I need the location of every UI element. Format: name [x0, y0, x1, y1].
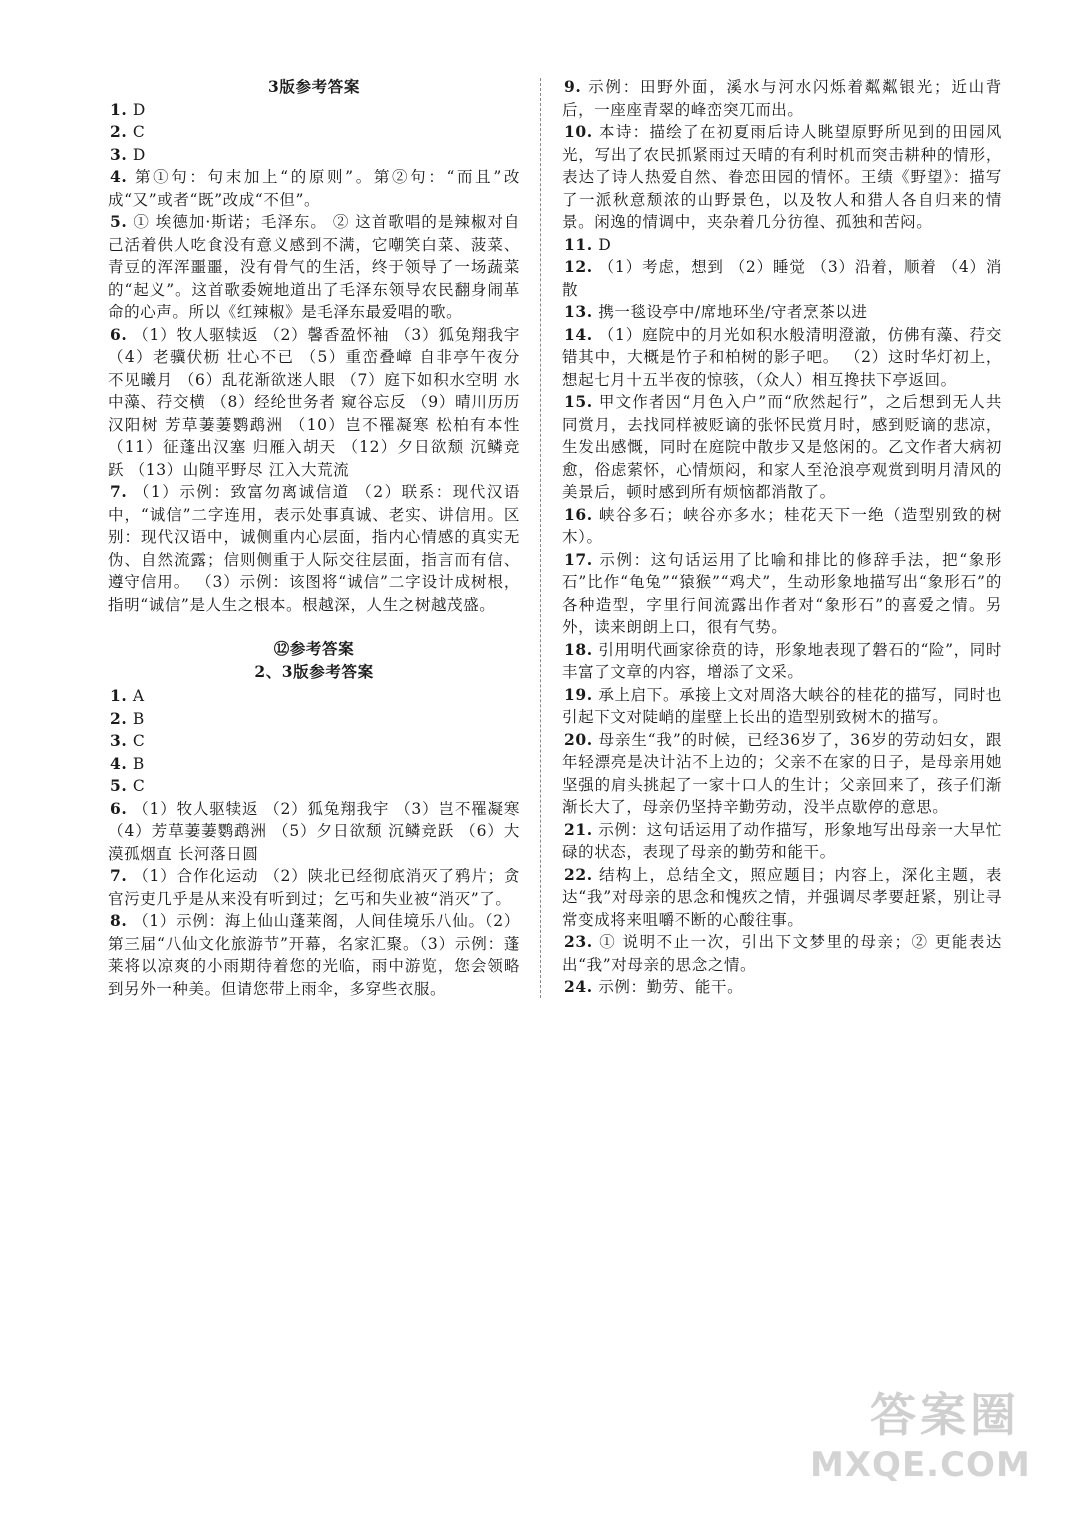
- answer-text: 引用明代画家徐贲的诗，形象地表现了磐石的“险”，同时丰富了文章的内容，增添了文采。: [562, 640, 1003, 681]
- answer-item: [108, 865, 520, 910]
- answer-text: D: [132, 100, 146, 119]
- answer-number: 21.: [564, 819, 593, 839]
- answer-item: [108, 99, 520, 122]
- answer-list: [108, 685, 520, 1000]
- answer-item: [562, 639, 1002, 684]
- answer-number: 9.: [564, 77, 582, 96]
- answer-number: 13.: [564, 302, 593, 321]
- answer-item: [108, 775, 520, 798]
- answer-number: 20.: [564, 729, 593, 749]
- answer-text: D: [132, 145, 146, 164]
- answer-text: 母亲生“我”的时候，已经36岁了，36岁的劳动妇女，跟年轻漂亮是决计沾不上边的；父亲不在家的日子，是母亲用她坚强的肩头挑起了一家十口人的生计；父亲回来了，孩子们渐渐长大了，母亲仍坚持辛勤劳动，没半点歇停的意思。: [562, 730, 1002, 816]
- answer-number: 10.: [564, 122, 593, 141]
- answer-text: 示例：田野外面，溪水与河水闪烁着粼粼银光；近山背后，一座座青翠的峰峦突兀而出。: [562, 78, 1003, 119]
- answer-text: （1）示例：海上仙山蓬莱阁，人间佳境乐八仙。（2）第三届“八仙文化旅游节”开幕，名家汇聚。（3）示例：蓬莱将以凉爽的小雨期待着您的光临，雨中游览，您会领略到另外一种美。但请您带上雨伞，多穿些衣服。: [108, 912, 520, 998]
- left-column: [108, 76, 520, 1000]
- answer-item: [562, 976, 1002, 999]
- answer-text: C: [132, 732, 146, 750]
- answer-text: （1）牧人驱犊返 （2）馨香盈怀袖 （3）狐兔翔我宇 （4）老骥伏枥 壮心不已 （5）重峦叠嶂 自非亭午夜分 不见曦月 （6）乱花渐欲迷人眼 （7）庭下如积水空明 水中藻、荇交横 （8）经纶世务者 窥谷忘反 （9）晴川历历汉阳树 芳草萋萋鹦鹉洲 （10）岂不罹凝寒 松柏有本性 （11）征蓬出汉塞 归雁入胡天 （12）夕日欲颓 沉鳞竞跃 （13）山随平野尽 江入大荒流: [108, 325, 520, 479]
- answer-item: [562, 931, 1002, 976]
- answer-item: [108, 211, 520, 324]
- answer-text: C: [132, 777, 146, 795]
- answer-item: [562, 684, 1002, 729]
- answer-text: C: [132, 123, 146, 141]
- answer-number: 17.: [564, 549, 593, 569]
- answer-text: ① 说明不止一次，引出下文梦里的母亲；② 更能表达出“我”对母亲的思念之情。: [562, 933, 1002, 974]
- answer-number: 19.: [564, 684, 593, 704]
- answer-text: 本诗：描绘了在初夏雨后诗人眺望原野所见到的田园风光，写出了农民抓紧雨过天晴的有利时机而突击耕种的情形，表达了诗人热爱自然、眷恋田园的情怀。王绩《野望》：描写了一派秋意颓浓的山野景色，以及牧人和猎人各自归来的情景。闲逸的情调中，夹杂着几分彷徨、孤独和苦闷。: [562, 123, 1002, 231]
- answer-number: 4.: [110, 167, 128, 186]
- answer-item: [562, 234, 1002, 257]
- answer-text: （1）示例：致富勿离诚信道 （2）联系：现代汉语中，“诚信”二字连用，表示处事真诚、老实、讲信用。区别：现代汉语中，诚侧重内心层面，指内心情感的真实无伪、自然流露；信则侧重于人际交往层面，指言而有信、遵守信用。 （3）示例：该图将“诚信”二字设计成树根，指明“诚信”是人生之根本。根越深，人生之树越茂盛。: [108, 483, 520, 614]
- answer-item: [562, 549, 1002, 639]
- answer-text: （1）牧人驱犊返 （2）狐兔翔我宇 （3）岂不罹凝寒 （4）芳草萋萋鹦鹉洲 （5）夕日欲颓 沉鳞竞跃 （6）大漠孤烟直 长河落日圆: [108, 799, 520, 863]
- answer-number: 22.: [564, 864, 593, 884]
- answer-number: 23.: [564, 932, 593, 951]
- section-title: ⑫参考答案: [273, 639, 355, 658]
- answer-text: 示例：这句话运用了动作描写，形象地写出母亲一大早忙碌的状态，表现了母亲的勤劳和能干。: [562, 820, 1002, 861]
- answer-text: 携一毯设亭中/席地环坐/守者烹茶以进: [598, 303, 868, 321]
- answer-text: 甲文作者因“月色入户”而“欣然起行”，之后想到无人共同赏月，去找同样被贬谪的张怀民赏月时，感到贬谪的悲凉，生发出感慨，同时在庭院中散步又是悠闲的。乙文作者大病初愈，俗虑萦怀，心情烦闷，和家人至沧浪亭观赏到明月清风的美景后，顿时感到所有烦恼都消散了。: [562, 393, 1002, 501]
- watermark-text: 答案圈: [870, 1388, 1020, 1442]
- answer-text: B: [132, 709, 145, 728]
- answer-item: [108, 324, 520, 482]
- answer-item: [108, 730, 520, 753]
- answer-number: 3.: [110, 731, 128, 750]
- section-subtitle: 2、3版参考答案: [254, 661, 374, 681]
- answer-item: [108, 708, 520, 731]
- answer-text: 结构上，总结全文，照应题目；内容上，深化主题，表达“我”对母亲的思念和愧疚之情，并强调尽孝要赶紧，别让寻常变成将来咀嚼不断的心酸往事。: [562, 865, 1002, 929]
- answer-item: [562, 76, 1002, 121]
- answer-number: 12.: [564, 257, 593, 276]
- answer-number: 2.: [110, 708, 128, 728]
- answer-number: 11.: [564, 234, 593, 254]
- answer-number: 6.: [110, 324, 128, 344]
- answer-item: [562, 324, 1002, 392]
- answer-number: 24.: [564, 977, 593, 996]
- answer-item: [562, 504, 1002, 549]
- answer-number: 2.: [110, 122, 128, 141]
- answer-number: 3.: [110, 144, 128, 164]
- answer-text: D: [598, 235, 612, 254]
- answer-item: [108, 753, 520, 776]
- answer-number: 16.: [564, 504, 593, 524]
- answer-number: 1.: [110, 99, 128, 119]
- answer-text: B: [132, 754, 145, 773]
- answer-item: [562, 256, 1002, 301]
- answer-text: 示例：勤劳、能干。: [598, 978, 744, 996]
- answer-text: A: [132, 687, 145, 705]
- answer-item: [562, 864, 1002, 932]
- answer-number: 5.: [110, 212, 128, 231]
- answer-text: 示例：这句话运用了比喻和排比的修辞手法，把“象形石”比作“龟兔”“猿猴”“鸡犬”，生动形象地描写出“象形石”的各种造型，字里行间流露出作者对“象形石”的喜爱之情。另外，读来朗朗上口，很有气势。: [562, 550, 1003, 636]
- answer-number: 4.: [110, 753, 128, 773]
- answer-text: ① 埃德加·斯诺；毛泽东。 ② 这首歌唱的是辣椒对自己活着供人吃食没有意义感到不满，它嘲笑白菜、菠菜、青豆的浑浑噩噩，没有骨气的生活，终于领导了一场蔬菜的“起义”。这首歌委婉地道出了毛泽东领导农民翻身闹革命的心声。所以《红辣椒》是毛泽东最爱唱的歌。: [108, 213, 521, 321]
- answer-text: 承上启下。承接上文对周洛大峡谷的桂花的描写，同时也引起下文对陡峭的崖壁上长出的造型别致树木的描写。: [562, 685, 1002, 726]
- answer-item: [108, 798, 520, 866]
- answer-text: （1）庭院中的月光如积水般清明澄澈，仿佛有藻、荇交错其中，大概是竹子和柏树的影子吧。 （2）这时华灯初上，想起七月十五半夜的惊骇，（众人）相互搀扶下亭返回。: [562, 325, 1002, 389]
- answer-item: [108, 166, 520, 211]
- column-divider: [540, 78, 541, 998]
- watermark-logo: [810, 1387, 1031, 1507]
- answer-item: [562, 121, 1002, 234]
- answer-number: 8.: [110, 911, 128, 930]
- answer-number: 18.: [564, 639, 593, 659]
- answer-number: 7.: [110, 482, 128, 501]
- answer-number: 1.: [110, 686, 128, 705]
- answer-item: [108, 121, 520, 144]
- watermark-url: MXQE.COM: [810, 1445, 1031, 1485]
- answer-item: [562, 729, 1002, 819]
- answer-number: 14.: [564, 324, 593, 344]
- answer-text: （1）考虑，想到 （2）睡觉 （3）沿着，顺着 （4）消散: [562, 258, 1003, 299]
- answer-text: 第①句：句末加上“的原则”。第②句：“而且”改成“又”或者“既”改成“不但”。: [108, 168, 520, 209]
- answer-list: [108, 99, 520, 617]
- answer-item: [108, 685, 520, 708]
- answer-number: 5.: [110, 776, 128, 795]
- answer-number: 15.: [564, 392, 593, 411]
- answer-item: [108, 481, 520, 616]
- section-title: 3版参考答案: [268, 77, 360, 96]
- answer-item: [562, 391, 1002, 504]
- right-column: [562, 76, 1002, 999]
- answer-item: [562, 819, 1002, 864]
- answer-number: 7.: [110, 866, 128, 885]
- answer-item: [108, 910, 520, 1000]
- answer-item: [108, 144, 520, 167]
- answer-text: 峡谷多石；峡谷亦多水；桂花天下一绝（造型别致的树木）。: [562, 505, 1002, 546]
- answer-text: （1）合作化运动 （2）陕北已经彻底消灭了鸦片；贪官污吏几乎是从来没有听到过；乞丐和失业被“消灭”了。: [108, 867, 521, 908]
- answer-item: [562, 301, 1002, 324]
- answer-number: 6.: [110, 798, 128, 818]
- answer-list: [562, 76, 1002, 999]
